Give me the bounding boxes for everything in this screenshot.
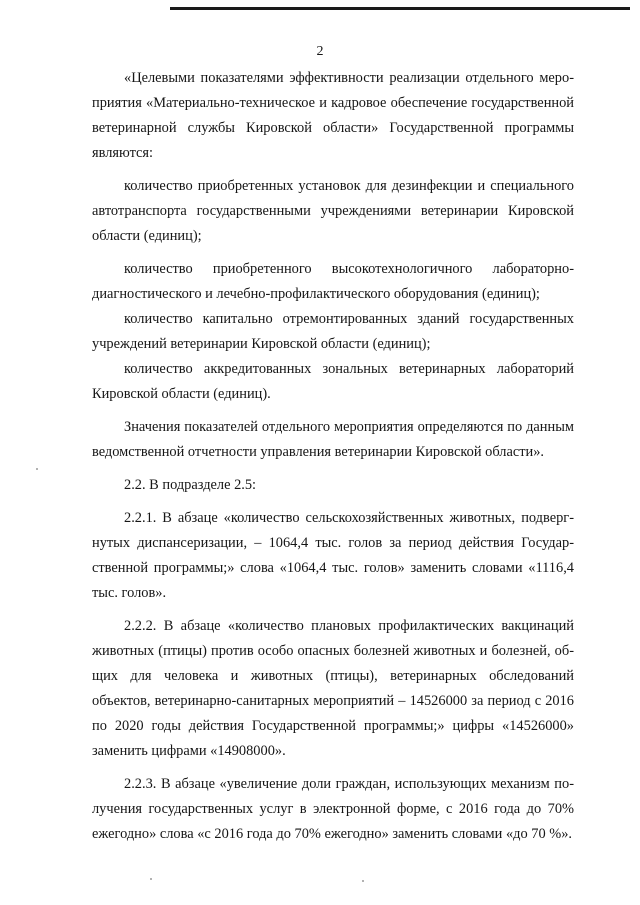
paragraph-2-2-1: 2.2.1. В абзаце «количество сельскохозяйственных животных, подвергнутых диспансеризации, – 1064,4 тыс. голов за период действия Государственной программы;» слова «1064,4 тыс. голов» заменить словами «1116,4 тыс. голов». <box>92 510 574 601</box>
paragraph-item-buildings: количество капитально отремонтированных зданий государственных учреждений ветеринарии Кировской области (единиц); <box>92 311 574 352</box>
paragraph-item-equipment: количество приобретенного высокотехнологичного лабораторно-диагностического и лечебно-профилактического оборудования (единиц); <box>92 261 574 302</box>
paragraph-item-disinfection: количество приобретенных установок для дезинфекции и специального автотранспорта государственными учреждениями ветеринарии Кировской области (единиц); <box>92 178 574 244</box>
paragraph-2-2-2: 2.2.2. В абзаце «количество плановых профилактических вакцинаций животных (птицы) против особо опасных болезней животных и болезней, общих для человека и животных (птицы), ветеринарных обследований объектов, ветеринарно-санитарных мероприятий – 14526000 за период с 2016 по 2020 годы действия Государственной программы;» цифры «14526000» заменить цифрами «14908000». <box>92 618 574 759</box>
paragraph-section-2-2: 2.2. В подразделе 2.5: <box>124 477 257 493</box>
page-number: 2 <box>316 44 324 59</box>
top-rule <box>170 7 630 10</box>
paragraph-item-laboratories: количество аккредитованных зональных ветеринарных лабораторий Кировской области (единиц). <box>92 361 574 402</box>
scan-speck <box>362 880 364 882</box>
scan-speck <box>150 878 152 880</box>
paragraph-2-2-3: 2.2.3. В абзаце «увеличение доли граждан, использующих механизм получения государственных услуг в электронной форме, с 2016 года до 70% ежегодно» слова «с 2016 года до 70% ежегодно» заменить словами «до 70 %». <box>92 776 574 842</box>
scan-speck <box>36 468 38 470</box>
paragraph-intro: «Целевыми показателями эффективности реализации отдельного мероприятия «Материально-техническое и кадровое обеспечение государственной ветеринарной службы Кировской области» Государственной программы являются: <box>92 70 574 161</box>
document-body <box>92 66 574 855</box>
paragraph-values: Значения показателей отдельного мероприятия определяются по данным ведомственной отчетности управления ветеринарии Кировской области». <box>92 419 574 460</box>
